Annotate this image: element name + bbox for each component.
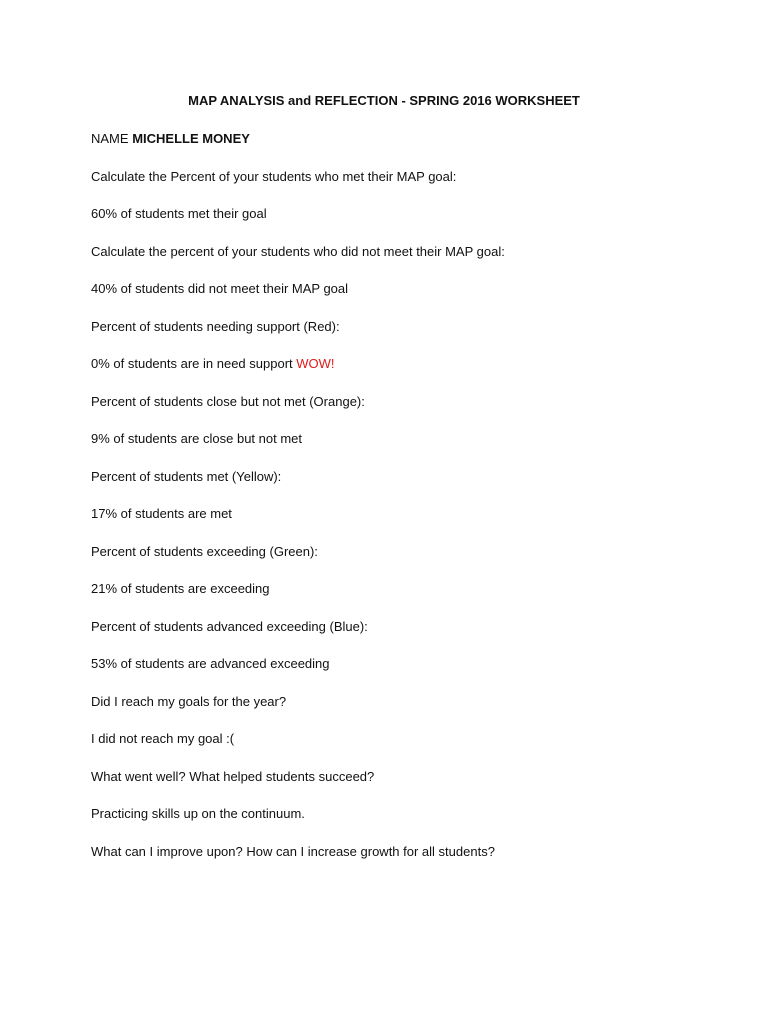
answer-green: 21% of students are exceeding: [91, 581, 270, 596]
answer-red: 0% of students are in need support: [91, 356, 293, 371]
prompt-orange: Percent of students close but not met (Orange):: [91, 394, 365, 409]
prompt-green: Percent of students exceeding (Green):: [91, 544, 318, 559]
name-value: MICHELLE MONEY: [132, 131, 250, 146]
answer-blue: 53% of students are advanced exceeding: [91, 656, 330, 671]
prompt-red: Percent of students needing support (Red):: [91, 319, 340, 334]
name-row: [91, 130, 250, 148]
worksheet-title: MAP ANALYSIS and REFLECTION - SPRING 2016 WORKSHEET: [188, 93, 580, 108]
answer-not-met-goal: 40% of students did not meet their MAP goal: [91, 281, 349, 296]
prompt-not-met-goal: Calculate the percent of your students who did not meet their MAP goal:: [91, 244, 505, 259]
answer-went-well: Practicing skills up on the continuum.: [91, 806, 305, 821]
wow-annotation: WOW!: [296, 356, 335, 371]
answer-yellow: 17% of students are met: [91, 506, 232, 521]
answer-goals: I did not reach my goal :(: [91, 731, 235, 746]
prompt-went-well: What went well? What helped students succeed?: [91, 769, 375, 784]
prompt-met-goal: Calculate the Percent of your students who met their MAP goal:: [91, 169, 457, 184]
answer-orange: 9% of students are close but not met: [91, 431, 303, 446]
prompt-blue: Percent of students advanced exceeding (Blue):: [91, 619, 368, 634]
answer-red-row: [91, 355, 335, 373]
name-label: NAME: [91, 131, 129, 146]
prompt-improve: What can I improve upon? How can I increase growth for all students?: [91, 844, 495, 859]
prompt-goals: Did I reach my goals for the year?: [91, 694, 287, 709]
answer-met-goal: 60% of students met their goal: [91, 206, 267, 221]
prompt-yellow: Percent of students met (Yellow):: [91, 469, 282, 484]
